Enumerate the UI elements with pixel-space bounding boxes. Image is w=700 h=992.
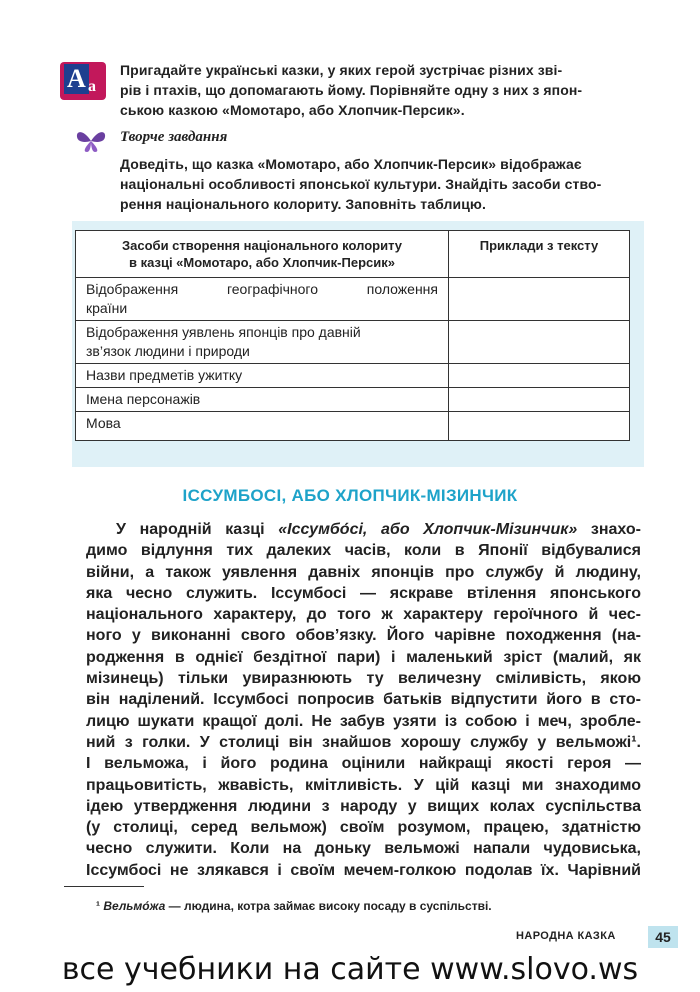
intro-line: рів і птахів, що допомагають йому. Порівняйте одну з них з япон- bbox=[120, 82, 583, 98]
table-row bbox=[76, 364, 630, 388]
body-line: мізинець) тільки увиразнюють ту величезну сміливість, якою bbox=[86, 670, 641, 688]
footnote bbox=[96, 899, 492, 913]
table-row bbox=[76, 278, 630, 321]
section-title: ІССУМБОСІ, АБО ХЛОПЧИК-МІЗИНЧИК bbox=[182, 486, 518, 505]
table-cell-empty[interactable] bbox=[449, 321, 630, 364]
table-row bbox=[76, 321, 630, 364]
body-line: У народній казці «Іссумбо́сі, або Хлопчик-Мізинчик» знахо- bbox=[116, 521, 641, 538]
table-cell-empty[interactable] bbox=[449, 364, 630, 388]
body-line: димо відлуння тих далеких часів, коли в Японії відбувалися bbox=[86, 542, 641, 560]
body-line: працьовитість, жвавість, кмітливість. У цій казці ми знаходимо bbox=[86, 776, 641, 794]
body-line: родження в однієї бездітної пари) і маленький зріст (малий, як bbox=[86, 648, 641, 666]
page-number: 45 bbox=[648, 926, 678, 948]
running-head: НАРОДНА КАЗКА bbox=[516, 930, 616, 942]
footnote-divider bbox=[64, 886, 144, 887]
colorit-table bbox=[75, 230, 630, 441]
table-cell: Мова bbox=[76, 412, 449, 441]
table-header-examples: Приклади з тексту bbox=[449, 231, 630, 278]
table-cell: Назви предметів ужитку bbox=[76, 364, 449, 388]
table-cell-empty[interactable] bbox=[449, 412, 630, 441]
body-line: війни, а також уявлення давніх японців про службу й людину, bbox=[86, 563, 641, 581]
table-cell: Відображення уявлень японців про давній зв’язок людини і природи bbox=[76, 321, 449, 364]
body-line: (у столиці, серед вельмож) своїм розумом, працею, здатністю bbox=[86, 819, 641, 837]
footnote-mark: ¹ bbox=[96, 899, 100, 913]
tale-title: «Іссумбо́сі, або Хлопчик-Мізинчик» bbox=[278, 521, 578, 538]
footnote-term: Вельмо́жа bbox=[103, 899, 166, 913]
intro-line: Пригадайте українські казки, у яких герой зустрічає різних зві- bbox=[120, 62, 563, 78]
body-line: І вельможа, і його родина оцінили найкращі якості героя — bbox=[86, 755, 641, 773]
task-line: Доведіть, що казка «Момотаро, або Хлопчик-Персик» відображає bbox=[120, 156, 582, 172]
body-line: яка чесно служить. Іссумбосі — яскраве втілення японського bbox=[86, 584, 641, 602]
body-line: він наділений. Іссумбосі попросив батьків відпустити його в сто- bbox=[86, 691, 641, 709]
body-line: національного характеру, до того ж характеру героїчного й чес- bbox=[86, 606, 641, 624]
table-header-row bbox=[76, 231, 630, 278]
body-line: Іссумбосі не злякався і своїм мечем-голкою подолав їх. Чарівний bbox=[86, 861, 641, 879]
task-heading: Творче завдання bbox=[120, 129, 228, 145]
intro-paragraph bbox=[120, 60, 640, 120]
body-paragraph bbox=[86, 519, 641, 881]
table-cell-empty[interactable] bbox=[449, 388, 630, 412]
table-cell-empty[interactable] bbox=[449, 278, 630, 321]
table-row bbox=[76, 388, 630, 412]
task-line: національні особливості японської культури. Знайдіть засоби ство- bbox=[120, 176, 602, 192]
body-line: чесно служити. Коли на доньку вельможі напали чудовиська, bbox=[86, 840, 641, 858]
body-line: ідею утвердження людини з народу у вищих колах суспільства bbox=[86, 797, 641, 815]
butterfly-icon bbox=[74, 128, 108, 154]
body-line: ний з голки. У столиці він знайшов хорошу службу у вельможі¹. bbox=[86, 733, 641, 751]
table-header-means: Засоби створення національного колориту в казці «Момотаро, або Хлопчик-Персик» bbox=[76, 231, 449, 278]
table-cell: Відображення географічного положення країни bbox=[76, 278, 449, 321]
footnote-text: — людина, котра займає високу посаду в суспільстві. bbox=[165, 899, 492, 913]
task-line: рення національного колориту. Заповніть таблицю. bbox=[120, 196, 486, 212]
body-line: лицю шукати кращої долі. Не забув узяти із собою і меч, зробле- bbox=[86, 712, 641, 730]
table-cell: Імена персонажів bbox=[76, 388, 449, 412]
table-row bbox=[76, 412, 630, 441]
aa-reading-icon: A a bbox=[60, 62, 106, 100]
site-watermark: все учебники на сайте www.slovo.ws bbox=[61, 952, 639, 987]
intro-line: ською казкою «Момотаро, або Хлопчик-Персик». bbox=[120, 102, 465, 118]
task-paragraph bbox=[120, 154, 642, 214]
body-line: ного у виконанні свого обов’язку. Його чарівне походження (на- bbox=[86, 627, 641, 645]
